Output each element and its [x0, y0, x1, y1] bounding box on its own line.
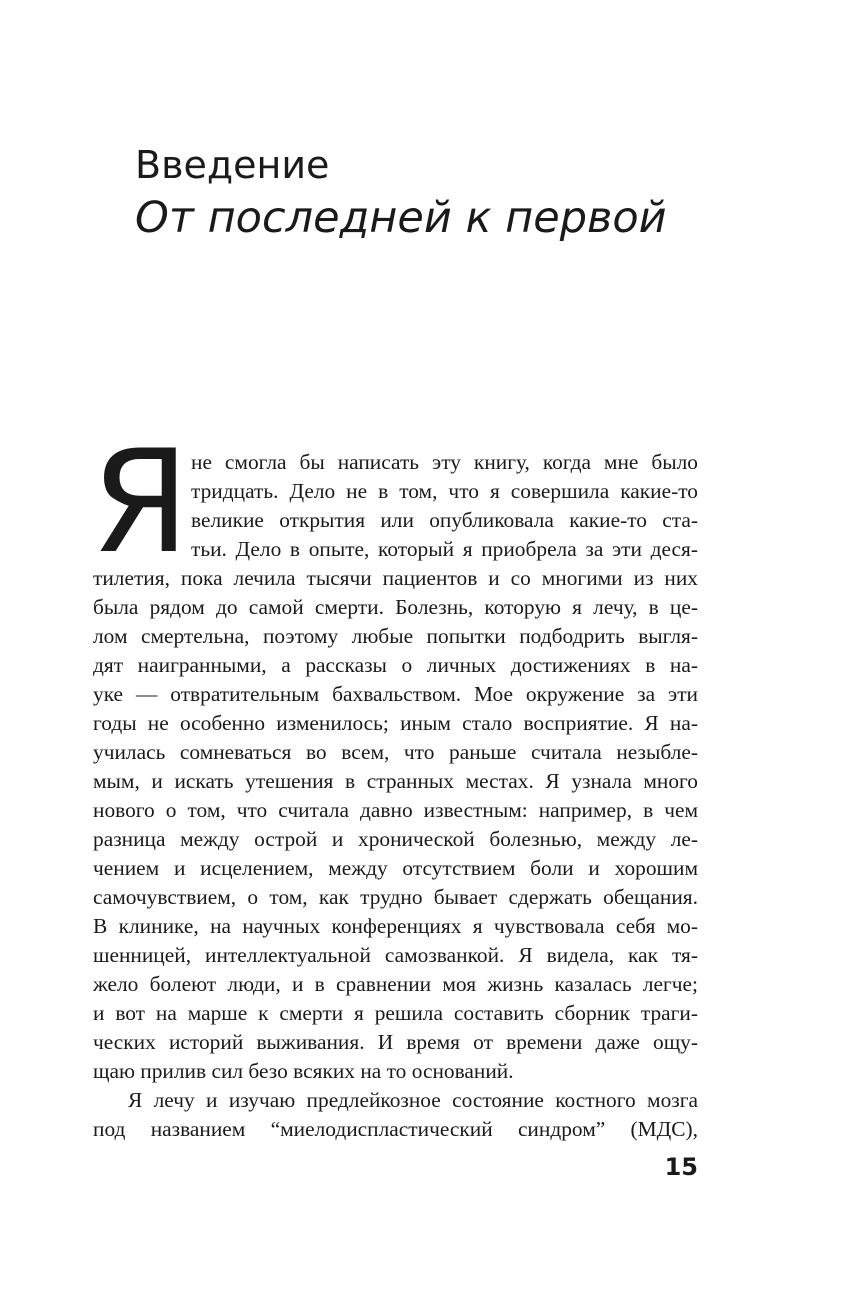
text-line: жело болеют люди, и в сравнении моя жизнь казалась легче;: [93, 972, 698, 996]
text-line: ческих историй выживания. И время от времени даже ощу-: [93, 1030, 698, 1054]
text-line: Я лечу и изучаю предлейкозное состояние костного мозга: [128, 1088, 698, 1112]
text-line: была рядом до самой смерти. Болезнь, которую я лечу, в це-: [93, 595, 698, 619]
text-line: В клинике, на научных конференциях я чувствовала себя мо-: [93, 914, 698, 938]
chapter-title: От последней к первой: [135, 193, 667, 243]
text-line: великие открытия или опубликовала какие-то ста-: [191, 508, 698, 532]
text-line: годы не особенно изменилось; иным стало восприятие. Я на-: [93, 711, 698, 735]
text-line: мым, и искать утешения в странных местах. Я узнала много: [93, 769, 698, 793]
body-text: [93, 448, 698, 1144]
text-line: не смогла бы написать эту книгу, когда мне было: [191, 450, 698, 474]
text-line: тьи. Дело в опыте, который я приобрела за эти деся-: [191, 537, 698, 561]
text-line: и вот на марше к смерти я решила составить сборник траги-: [93, 1001, 698, 1025]
text-line: самочувствием, о том, как трудно бывает сдержать обещания.: [93, 885, 698, 909]
text-line: уке — отвратительным бахвальством. Мое окружение за эти: [93, 682, 698, 706]
text-line: лом смертельна, поэтому любые попытки подбодрить выгля-: [93, 624, 698, 648]
text-line: нового о том, что считала давно известным: например, в чем: [93, 798, 698, 822]
drop-cap: Я: [91, 420, 190, 585]
text-line: разница между острой и хронической болезнью, между ле-: [93, 827, 698, 851]
text-line: училась сомневаться во всем, что раньше считала незыбле-: [93, 740, 698, 764]
text-line: шенницей, интеллектуальной самозванкой. Я видела, как тя-: [93, 943, 698, 967]
text-line: тридцать. Дело не в том, что я совершила какие-то: [191, 479, 698, 503]
text-line: чением и исцелением, между отсутствием боли и хорошим: [93, 856, 698, 880]
text-line: под названием “миелодиспластический синдром” (МДС),: [93, 1117, 698, 1141]
text-line: тилетия, пока лечила тысячи пациентов и со многими из них: [93, 566, 698, 590]
text-line: щаю прилив сил безо всяких на то оснований.: [93, 1059, 514, 1083]
text-line: дят наигранными, а рассказы о личных достижениях в на-: [93, 653, 698, 677]
page-number: 15: [664, 1153, 698, 1181]
chapter-label: Введение: [135, 143, 330, 187]
